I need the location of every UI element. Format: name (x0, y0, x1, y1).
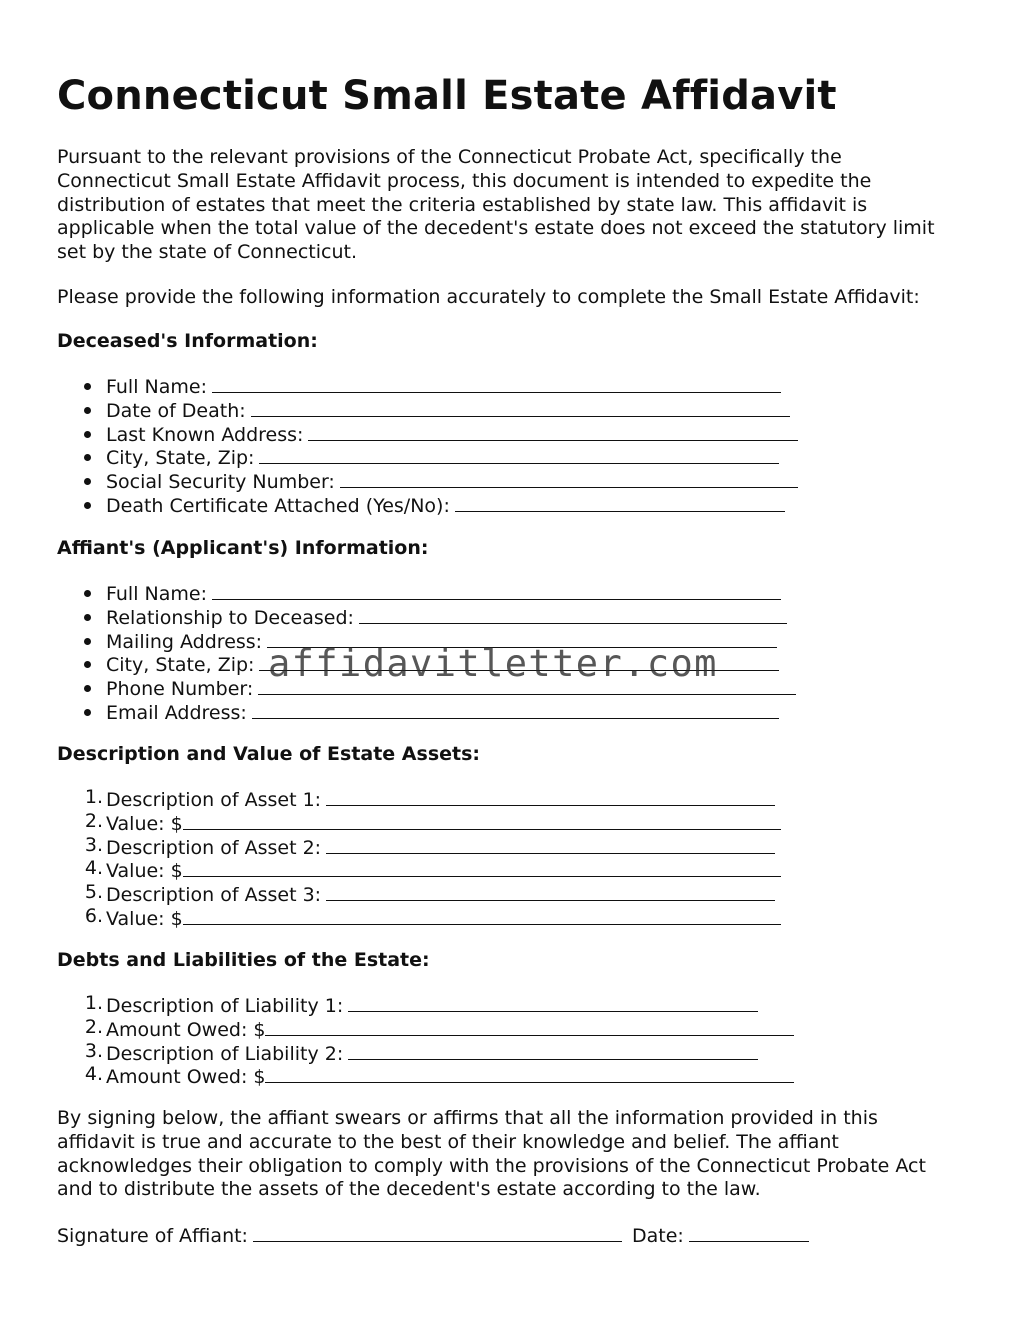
affiant-fields (57, 580, 796, 723)
fill-blank[interactable] (251, 397, 790, 417)
fill-blank[interactable] (326, 834, 775, 854)
death-certificate-field[interactable]: Death Certificate Attached (Yes/No): (57, 492, 798, 516)
asset-3-description-field[interactable]: 5. Description of Asset 3: (57, 881, 781, 905)
fill-blank[interactable] (183, 905, 781, 925)
fill-blank[interactable] (212, 373, 781, 393)
fill-blank[interactable] (265, 1016, 794, 1036)
fill-blank[interactable] (259, 444, 779, 464)
bullet-icon (84, 685, 91, 692)
fill-blank[interactable] (212, 580, 781, 600)
date-label: Date: (632, 1225, 684, 1247)
debts-heading: Debts and Liabilities of the Estate: (57, 949, 430, 971)
bullet-icon (84, 502, 91, 509)
affiant-phone-field[interactable]: Phone Number: (57, 675, 796, 699)
instruction-text: Please provide the following information accurately to complete the Small Estate Affidavit: (57, 286, 920, 308)
oath-paragraph: By signing below, the affiant swears or affirms that all the information provided in this affidavit is true and accurate to the best of their knowledge and belief. The affiant acknowledges their obligation to comply with the provisions of the Connecticut Probate Act and to distribute the assets of the decedent's estate according to the law. (57, 1107, 926, 1201)
liability-1-amount-field[interactable]: 2. Amount Owed: $ (57, 1016, 794, 1040)
affiant-heading: Affiant's (Applicant's) Information: (57, 537, 429, 559)
deceased-date-of-death-field[interactable]: Date of Death: (57, 397, 798, 421)
affiant-city-state-zip-field[interactable]: City, State, Zip: (57, 651, 796, 675)
bullet-icon (84, 614, 91, 621)
bullet-icon (84, 431, 91, 438)
deceased-ssn-field[interactable]: Social Security Number: (57, 468, 798, 492)
fill-blank[interactable] (183, 857, 781, 877)
fill-blank[interactable] (183, 810, 781, 830)
fill-blank[interactable] (348, 992, 758, 1012)
asset-1-value-field[interactable]: 2. Value: $ (57, 810, 781, 834)
fill-blank[interactable] (340, 468, 798, 488)
deceased-full-name-field[interactable]: Full Name: (57, 373, 798, 397)
deceased-fields (57, 373, 798, 516)
assets-heading: Description and Value of Estate Assets: (57, 743, 481, 765)
intro-paragraph: Pursuant to the relevant provisions of the Connecticut Probate Act, specifically the Connecticut Small Estate Affidavit process, this document is intended to expedite the distribution of estates that meet the criteria established by state law. This affidavit is applicable when the total value of the decedent's estate does not exceed the statutory limit set by the state of Connecticut. (57, 146, 935, 264)
document-title: Connecticut Small Estate Affidavit (57, 73, 837, 119)
liability-2-description-field[interactable]: 3. Description of Liability 2: (57, 1040, 794, 1064)
date-field[interactable] (689, 1222, 809, 1242)
signature-field[interactable] (253, 1222, 622, 1242)
fill-blank[interactable] (348, 1040, 758, 1060)
bullet-icon (84, 709, 91, 716)
bullet-icon (84, 590, 91, 597)
liability-2-amount-field[interactable]: 4. Amount Owed: $ (57, 1063, 794, 1087)
affiant-relationship-field[interactable]: Relationship to Deceased: (57, 604, 796, 628)
bullet-icon (84, 638, 91, 645)
asset-1-description-field[interactable]: 1. Description of Asset 1: (57, 786, 781, 810)
asset-2-value-field[interactable]: 4. Value: $ (57, 857, 781, 881)
signature-row (57, 1222, 809, 1248)
affiant-full-name-field[interactable]: Full Name: (57, 580, 796, 604)
bullet-icon (84, 478, 91, 485)
fill-blank[interactable] (252, 699, 779, 719)
fill-blank[interactable] (455, 492, 785, 512)
bullet-icon (84, 661, 91, 668)
affiant-mailing-address-field[interactable]: Mailing Address: (57, 628, 796, 652)
fill-blank[interactable] (326, 881, 775, 901)
asset-3-value-field[interactable]: 6. Value: $ (57, 905, 781, 929)
assets-list (57, 786, 781, 929)
deceased-city-state-zip-field[interactable]: City, State, Zip: (57, 444, 798, 468)
deceased-address-field[interactable]: Last Known Address: (57, 421, 798, 445)
signature-label: Signature of Affiant: (57, 1225, 248, 1247)
bullet-icon (84, 407, 91, 414)
asset-2-description-field[interactable]: 3. Description of Asset 2: (57, 834, 781, 858)
fill-blank[interactable] (259, 651, 779, 671)
fill-blank[interactable] (326, 786, 775, 806)
liability-1-description-field[interactable]: 1. Description of Liability 1: (57, 992, 794, 1016)
affiant-email-field[interactable]: Email Address: (57, 699, 796, 723)
fill-blank[interactable] (308, 421, 798, 441)
debts-list (57, 992, 794, 1087)
fill-blank[interactable] (359, 604, 787, 624)
fill-blank[interactable] (258, 675, 796, 695)
fill-blank[interactable] (267, 628, 777, 648)
bullet-icon (84, 383, 91, 390)
deceased-heading: Deceased's Information: (57, 330, 318, 352)
watermark-text: affidavitletter.com (268, 642, 718, 685)
fill-blank[interactable] (265, 1063, 794, 1083)
bullet-icon (84, 454, 91, 461)
